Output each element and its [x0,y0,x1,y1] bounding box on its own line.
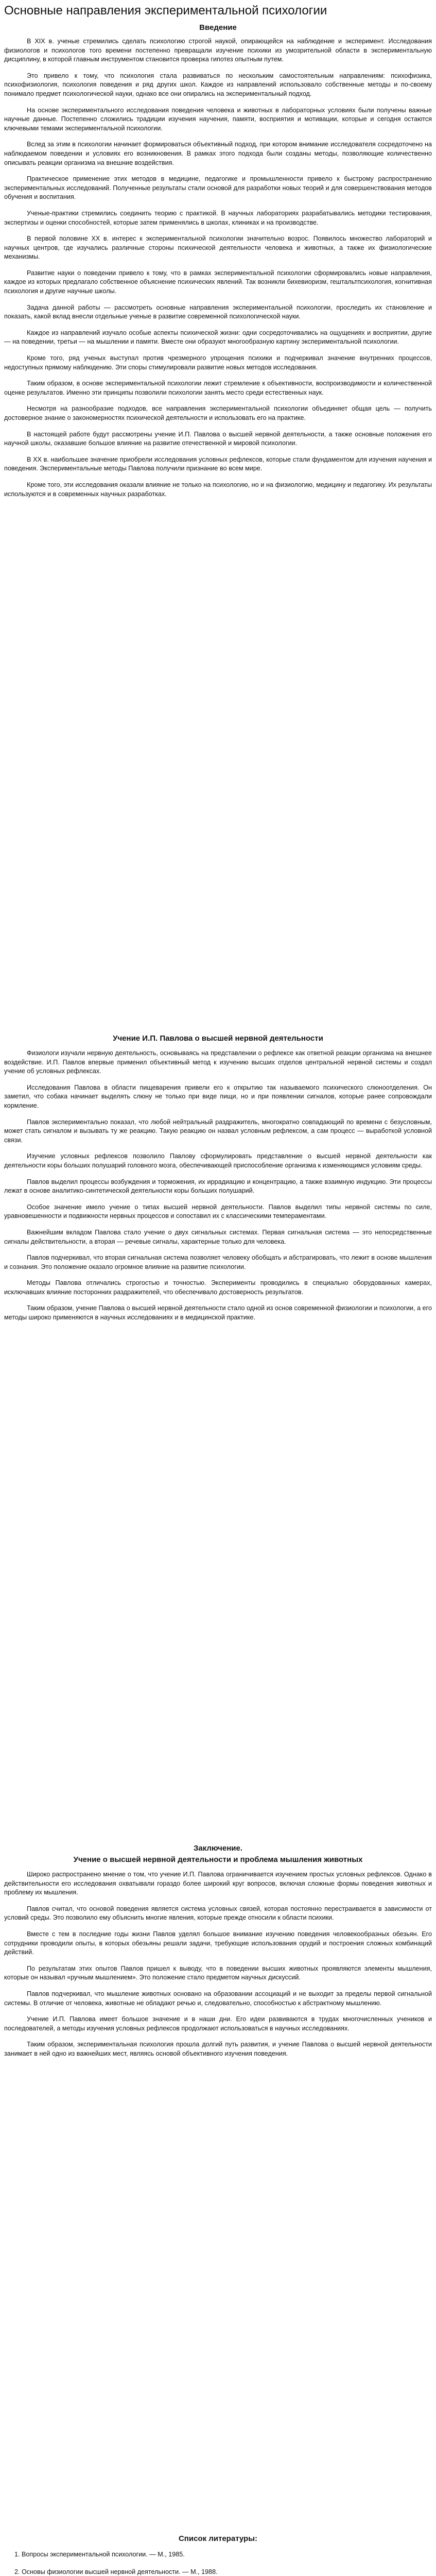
pavlov-paragraph: Исследования Павлова в области пищеварения привели его к открытию так называемого психического слюноотделения. Он заметил, что собака начинает выделять слюну не только при виде пищи, но и при появлении сигналов, которые ранее сопровождали кормление. [4,1083,432,1109]
intro-paragraph: Вслед за этим в психологии начинает формироваться объективный подход, при котором внимание исследователя сосредоточено на наблюдаемом поведении и условиях его возникновения. В рамках этого подхода были созданы методы, позволяющие количественно описывать реакции организма на внешние воздействия. [4,141,432,166]
pavlov-paragraph: Таким образом, учение Павлова о высшей нервной деятельности стало одной из основ современной физиологии и психологии, а его методы широко применяются в научных исследованиях и в медицинской практике. [4,1304,432,1321]
conclusion-paragraph: Таким образом, экспериментальная психология прошла долгий путь развития, и учение Павлова о высшей нервной деятельности занимает в ней одно из важнейших мест, являясь основой объективного изучения поведения. [4,2041,432,2057]
conclusion-paragraph: Павлов считал, что основой поведения является система условных связей, которая постоянно перестраивается в зависимости от условий среды. Это позволило ему объяснить многие явления, которые прежде относили к области психики. [4,1905,432,1922]
conclusion-paragraph: Учение И.П. Павлова имеет большое значение и в наши дни. Его идеи развиваются в трудах многочисленных учеников и последователей, а методы изучения условных рефлексов продолжают использоваться в научных исследованиях. [4,2015,432,2032]
conclusion-paragraph: Широко распространено мнение о том, что учение И.П. Павлова ограничивается изучением простых условных рефлексов. Однако в действительности его исследования охватывали гораздо более широкий круг вопросов, включая сложные формы поведения животных и проблему их мышления. [4,1871,432,1896]
pavlov-paragraph: Физиологи изучали нервную деятельность, основываясь на представлении о рефлексе как ответной реакции организма на внешнее воздействие. И.П. Павлов впервые применил объективный метод к изучению высших отделов центральной нервной системы и создал учение об условных рефлексах. [4,1049,432,1075]
conclusion-paragraph: Павлов подчеркивал, что мышление животных основано на образовании ассоциаций и не выходит за пределы первой сигнальной системы. В отличие от человека, животные не обладают речью и, следовательно, способностью к абстрактному мышлению. [4,1990,432,2007]
conclusion-paragraph: Вместе с тем в последние годы жизни Павлов уделял большое внимание изучению поведения человекообразных обезьян. Его сотрудники проводили опыты, в которых обезьяны решали задачи, требующие использования орудий и построения сложных комбинаций действий. [4,1930,432,1956]
pavlov-paragraph: Важнейшим вкладом Павлова стало учение о двух сигнальных системах. Первая сигнальная система — это непосредственные сигналы действительности, а вторая — речевые сигналы, характерные только для человека. [4,1228,432,1245]
intro-section [4,37,432,506]
intro-paragraph: В настоящей работе будут рассмотрены учение И.П. Павлова о высшей нервной деятельности, а также основные положения его научной школы, оказавшие большое влияние на развитие отечественной и мировой психологии. [4,430,432,447]
document-title: Основные направления экспериментальной психологии [4,4,327,18]
literature-list [4,2550,432,2576]
intro-paragraph: В первой половине XX в. интерес к экспериментальной психологии значительно возрос. Появилось множество лабораторий и научных центров, где изучались различные стороны психической деятельности человека и животных, а также их физиологические механизмы. [4,235,432,261]
pavlov-heading: Учение И.П. Павлова о высшей нервной деятельности [113,1034,323,1043]
conclusion-heading: Заключение. [193,1844,243,1853]
intro-paragraph: Кроме того, эти исследования оказали влияние не только на психологию, но и на физиологию, медицину и педагогику. Их результаты используются и в современных научных разработках. [4,481,432,498]
intro-paragraph: В XX в. наибольшее значение приобрели исследования условных рефлексов, которые стали фундаментом для изучения научения и поведения. Экспериментальные методы Павлова получили признание во всем мире. [4,455,432,472]
conclusion-subheading: Учение о высшей нервной деятельности и проблема мышления животных [73,1855,363,1864]
pavlov-paragraph: Методы Павлова отличались строгостью и точностью. Эксперименты проводились в специально оборудованных камерах, исключавших влияние посторонних раздражителей, что обеспечивало достоверность результатов. [4,1279,432,1296]
intro-paragraph: Развитие науки о поведении привело к тому, что в рамках экспериментальной психологии сформировались новые направления, каждое из которых предлагало собственное объяснение психических явлений. Так возникли бихевиоризм, гештальтпсихология, когнитивная психология и другие научные школы. [4,269,432,295]
intro-paragraph: Ученые-практики стремились соединить теорию с практикой. В научных лабораториях разрабатывались методики тестирования, экспертизы и оценки способностей, которые затем применялись в школах, клиниках и на производстве. [4,209,432,226]
intro-paragraph: Кроме того, ряд ученых выступал против чрезмерного упрощения психики и подчеркивал значение внутренних процессов, недоступных прямому наблюдению. Эти споры стимулировали развитие новых методов исследования. [4,354,432,371]
intro-paragraph: Каждое из направлений изучало особые аспекты психической жизни: одни сосредоточивались на ощущениях и восприятии, другие — на поведении, третьи — на мышлении и памяти. Вместе они образуют многообразную картину экспериментальной психологии. [4,329,432,346]
intro-paragraph: Несмотря на разнообразие подходов, все направления экспериментальной психологии объединяет общая цель — получить достоверное знание о закономерностях психической деятельности и использовать его на практике. [4,405,432,421]
literature-heading: Список литературы: [178,2534,258,2543]
intro-paragraph: Практическое применение этих методов в медицине, педагогике и промышленности привело к быстрому распространению экспериментальных исследований. Полученные результаты стали основой для разработки новых теорий и для совершенствования методов обучения и воспитания. [4,175,432,201]
conclusion-paragraph: По результатам этих опытов Павлов пришел к выводу, что в поведении высших животных проявляются элементы мышления, которые он называл «ручным мышлением». Это положение стало предметом научных дискуссий. [4,1964,432,1981]
intro-paragraph: Это привело к тому, что психология стала развиваться по нескольким самостоятельным направлениям: психофизика, психофизиология, психология поведения и ряд других школ. Каждое из направлений использовало собственные методы и по-своему понимало предмет психологической науки, однако все они опирались на экспериментальный подход. [4,72,432,97]
intro-heading: Введение [199,23,237,32]
pavlov-paragraph: Павлов подчеркивал, что вторая сигнальная система позволяет человеку обобщать и абстрагировать, что лежит в основе мышления и сознания. Это положение оказало огромное влияние на развитие психологии. [4,1254,432,1270]
literature-section [4,2550,432,2576]
pavlov-section [4,1049,432,1330]
pavlov-paragraph: Особое значение имело учение о типах высшей нервной деятельности. Павлов выделил типы нервной системы по силе, уравновешенности и подвижности нервных процессов и сопоставил их с классическими темпераментами. [4,1203,432,1220]
intro-paragraph: В XIX в. ученые стремились сделать психологию строгой наукой, опирающейся на наблюдение и эксперимент. Исследования физиологов и психологов того времени постепенно превращали изучение психики из умозрительной области в экспериментальную дисциплину, в которой главным инструментом становится проверка гипотез опытным путем. [4,38,432,63]
intro-paragraph: На основе экспериментального исследования поведения человека и животных в лабораторных условиях были получены важные научные данные. Постепенно сложились традиции изучения научения, памяти, восприятия и мотивации, которые и сегодня остаются ключевыми темами экспериментальной психологии. [4,106,432,132]
conclusion-section [4,1870,432,2066]
pavlov-paragraph: Павлов выделил процессы возбуждения и торможения, их иррадиацию и концентрацию, а также взаимную индукцию. Эти процессы лежат в основе аналитико-синтетической деятельности коры больших полушарий. [4,1178,432,1195]
literature-item: 2. Основы физиологии высшей нервной деятельности. — М., 1988. [14,2568,218,2575]
intro-paragraph: Задача данной работы — рассмотреть основные направления экспериментальной психологии, проследить их становление и показать, какой вклад внесли отдельные ученые в развитие современной психологической науки. [4,303,432,320]
pavlov-paragraph: Павлов экспериментально показал, что любой нейтральный раздражитель, многократно совпадающий по времени с безусловным, может стать сигналом и вызывать ту же реакцию. Такую реакцию он назвал условным рефлексом, а сам процесс — выработкой условной связи. [4,1118,432,1144]
pavlov-paragraph: Изучение условных рефлексов позволило Павлову сформулировать представление о высшей нервной деятельности как деятельности коры больших полушарий головного мозга, обеспечивающей приспособление организма к изменяющимся условиям среды. [4,1153,432,1169]
intro-paragraph: Таким образом, в основе экспериментальной психологии лежит стремление к объективности, воспроизводимости и количественной оценке результатов. Именно эти принципы позволили психологии занять место среди естественных наук. [4,380,432,396]
literature-item: 1. Вопросы экспериментальной психологии. — М., 1985. [14,2551,185,2558]
